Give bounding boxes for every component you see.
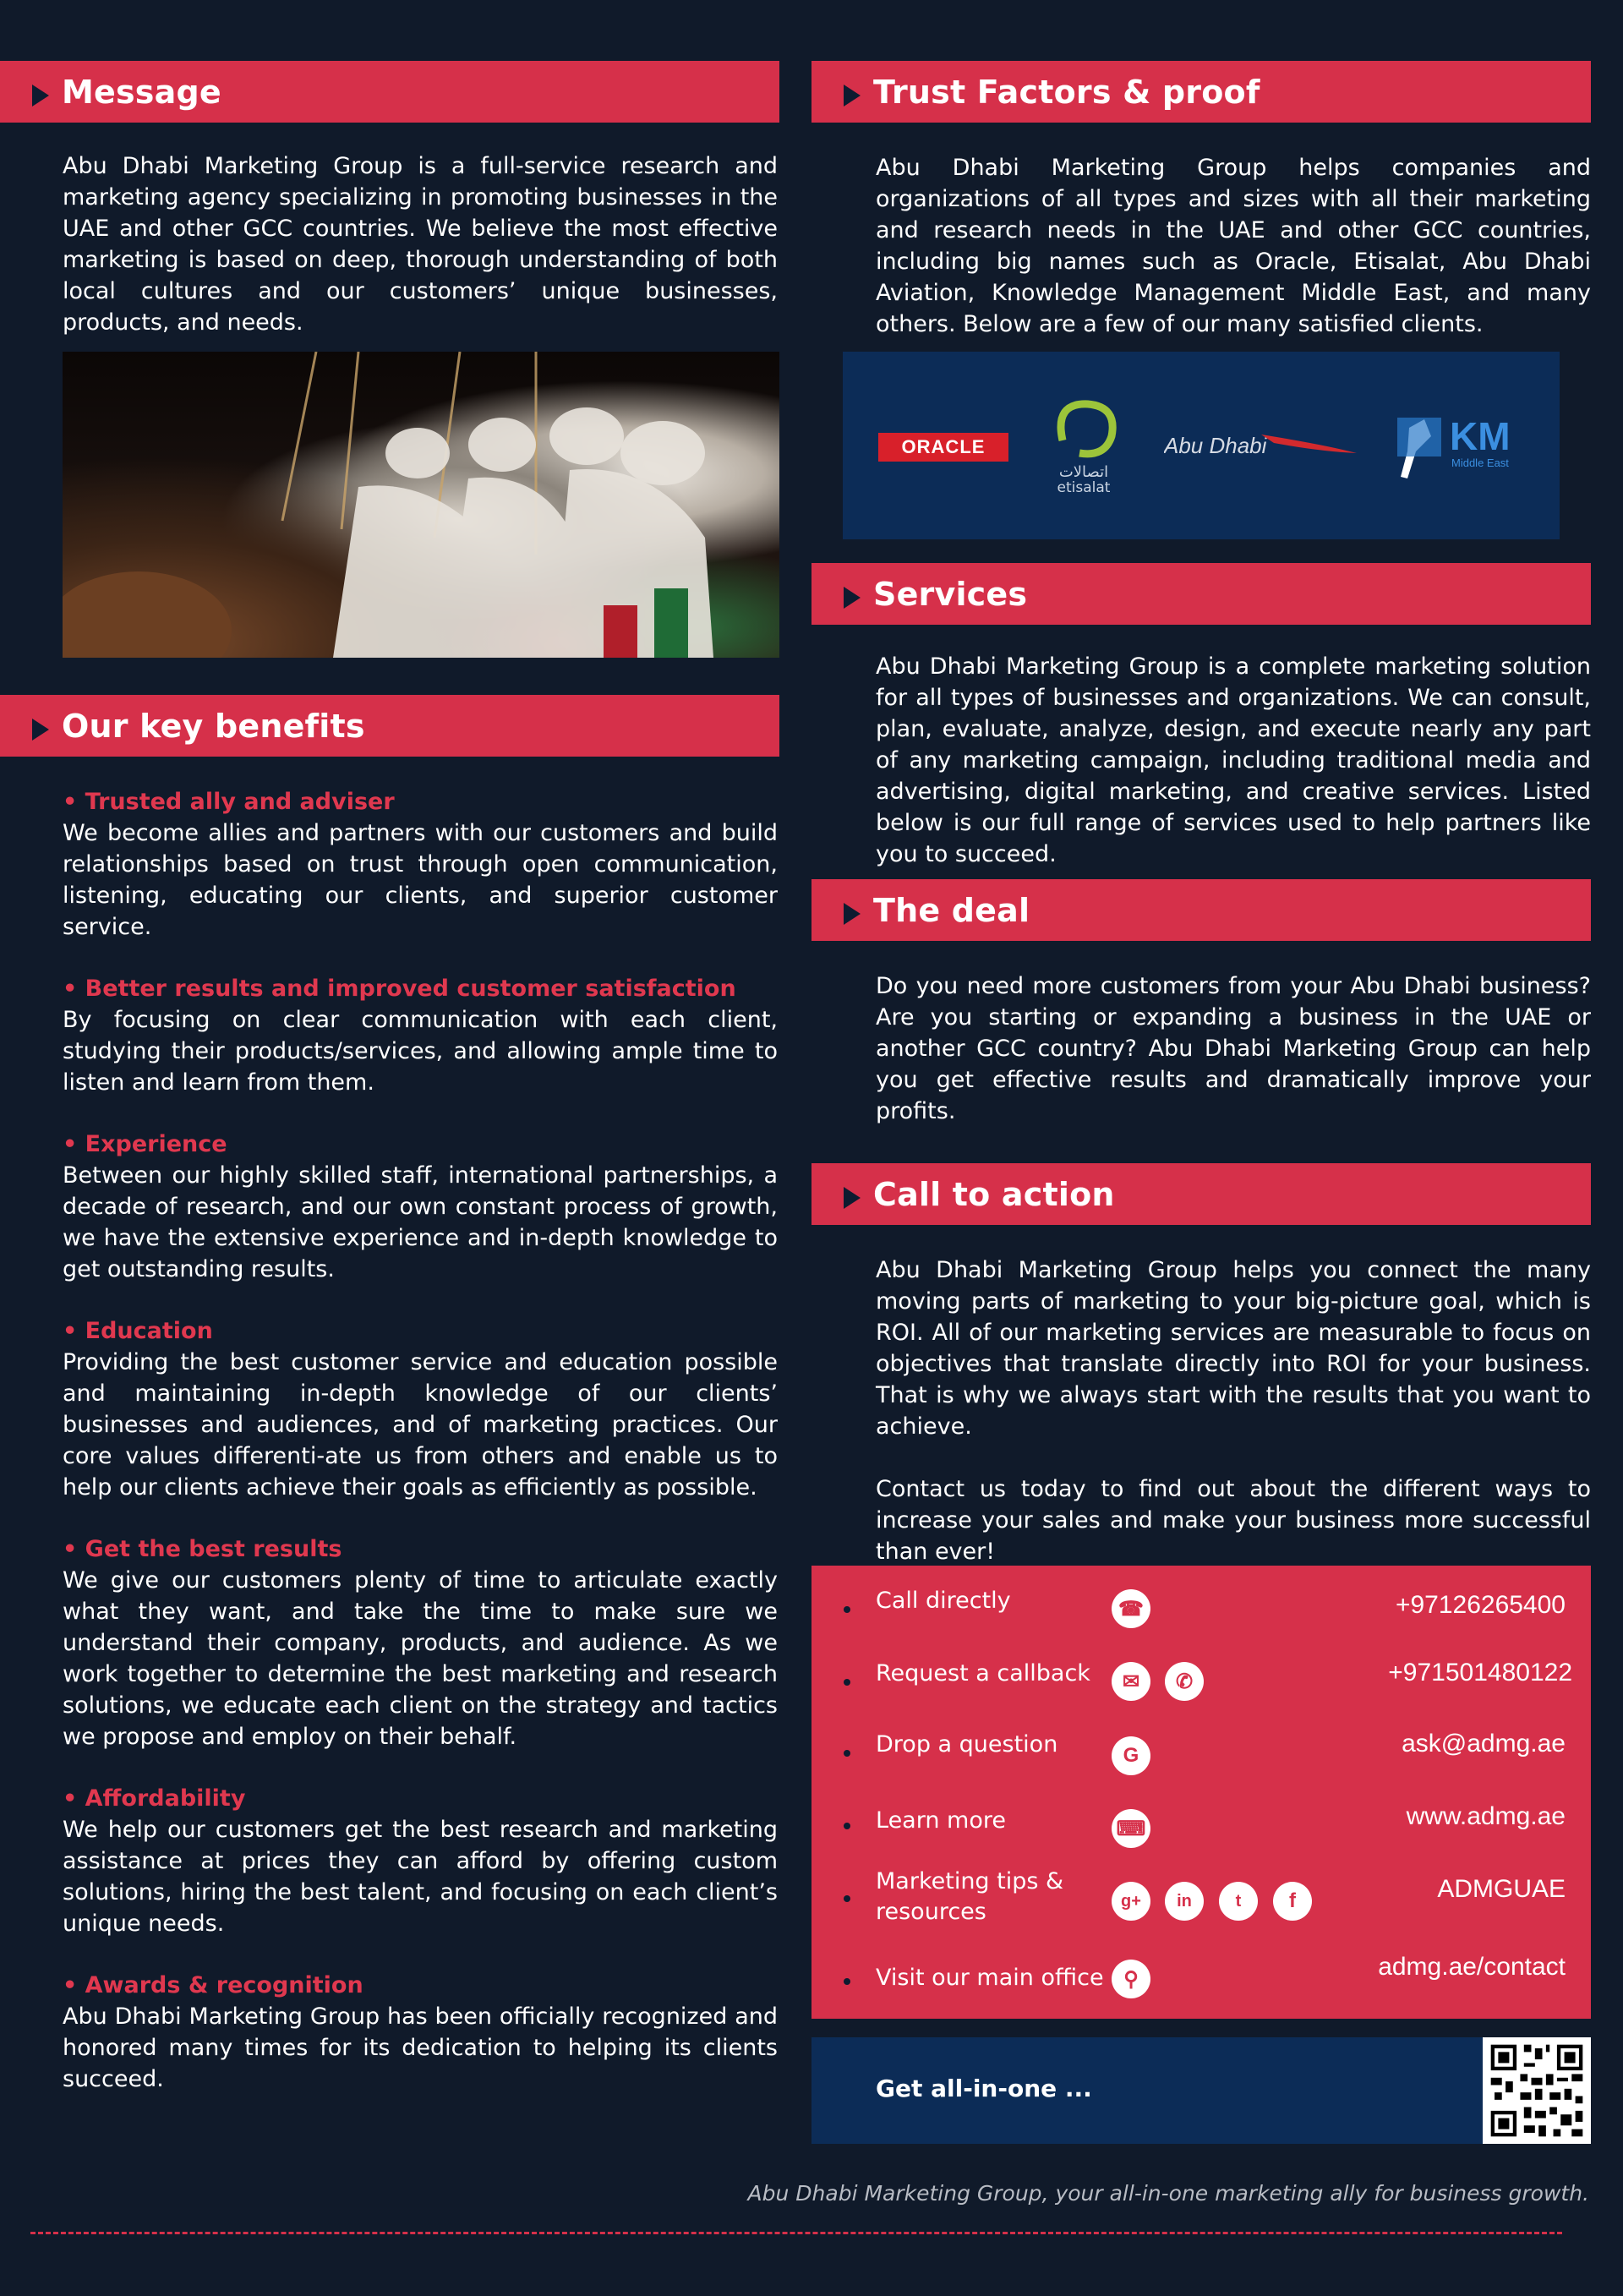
facebook-icon[interactable]: f [1273, 1882, 1312, 1921]
benefit-heading: • Trusted ally and adviser [63, 789, 395, 815]
qr-code[interactable] [1483, 2037, 1591, 2144]
bullet-dot [844, 1679, 850, 1686]
location-icon[interactable]: ⚲ [1112, 1960, 1150, 1998]
benefit-text: We become allies and partners with our customers and build relationships based on trust through open communication, listening, educating our clients, and superior customer service. [63, 820, 778, 940]
trust-body: Abu Dhabi Marketing Group helps companies and organizations of all types and sizes with all their marketing and research needs in the UAE and other GCC countries, including big names such as Oracle, Etisalat, Abu Dhabi Aviation, Knowledge Management Middle East, and many others. Below are a few of our many satisfied clients. [876, 155, 1591, 337]
phone-icon[interactable]: ☎ [1112, 1589, 1150, 1628]
section-title: Services [873, 575, 1028, 613]
benefit-text: By focusing on clear communication with each client, studying their products/services, and allowing ample time to listen and learn from them. [63, 1007, 778, 1096]
trust-header [812, 61, 1591, 123]
cta-header [812, 1163, 1591, 1225]
contact-row-social[interactable] [812, 1867, 1591, 1934]
services-header [812, 563, 1591, 625]
benefit-item [63, 1315, 778, 1503]
client-logos [843, 352, 1560, 539]
contact-label: Request a callback [876, 1660, 1090, 1686]
benefit-heading: • Affordability [63, 1785, 246, 1812]
etisalat-logo [1046, 394, 1122, 495]
message-body: Abu Dhabi Marketing Group is a full-service research and marketing agency specializing in promoting businesses in the UAE and other GCC countries. We believe the most effective marketing is based on deep, thorough understanding of both local cultures and our customers’ unique businesses, products, and needs. [63, 153, 778, 336]
email-icon[interactable]: ✉ [1112, 1662, 1150, 1701]
benefit-heading: • Education [63, 1318, 213, 1344]
section-title: Message [62, 73, 221, 111]
benefit-item [63, 1970, 778, 2095]
section-title: Our key benefits [62, 707, 365, 745]
bullet-dot [844, 1823, 850, 1829]
contact-value[interactable]: admg.ae/contact [1378, 1953, 1566, 1981]
triangle-bullet-icon [844, 85, 861, 107]
emirati-dancers-photo [63, 352, 779, 658]
benefits-header [0, 695, 779, 757]
benefit-item [63, 973, 778, 1098]
contact-label: Drop a question [876, 1731, 1058, 1758]
contact-value[interactable]: ADMGUAE [1437, 1875, 1566, 1903]
benefit-heading: • Awards & recognition [63, 1972, 363, 1998]
bullet-dot [844, 1606, 850, 1613]
benefit-text: Providing the best customer service and education possible and maintaining in-depth knowledge of our clients’ businesses and audiences, and of marketing practices. Our core values differenti-ate us from others and enable us to help our clients achieve their goals as efficiently as possible. [63, 1349, 778, 1501]
benefit-text: Abu Dhabi Marketing Group has been officially recognized and honored many times for its dedication to helping its clients succeed. [63, 2004, 778, 2092]
benefit-heading: • Get the best results [63, 1536, 342, 1562]
google-plus-icon[interactable]: g+ [1112, 1882, 1150, 1921]
contact-value[interactable]: www.admg.ae [1406, 1802, 1566, 1830]
contact-value[interactable]: +971501480122 [1388, 1659, 1572, 1686]
contact-value[interactable]: ask@admg.ae [1402, 1730, 1566, 1758]
dashed-divider [30, 2232, 1562, 2234]
benefit-text: We help our customers get the best research and marketing assistance at prices they can afford by offering custom solutions, hiring the best talent, and focusing on each client’s unique needs. [63, 1817, 778, 1937]
contact-value[interactable]: +97126265400 [1395, 1591, 1566, 1619]
all-in-one-text: Get all-in-one ... [876, 2075, 1092, 2102]
twitter-icon[interactable]: t [1219, 1882, 1258, 1921]
linkedin-icon[interactable]: in [1165, 1882, 1204, 1921]
triangle-bullet-icon [32, 719, 49, 741]
section-title: The deal [873, 891, 1030, 929]
contact-row-callback[interactable] [812, 1659, 1591, 1709]
benefit-heading: • Better results and improved customer satisfaction [63, 976, 736, 1002]
contact-row-question[interactable] [812, 1730, 1591, 1780]
deal-header [812, 879, 1591, 941]
abu-dhabi-text: Abu Dhabi [1164, 433, 1267, 458]
contact-row-call[interactable] [812, 1586, 1591, 1637]
km-middle-east-logo [1391, 411, 1534, 487]
whatsapp-icon[interactable]: ✆ [1165, 1662, 1204, 1701]
contact-label: Learn more [876, 1807, 1006, 1834]
all-in-one-banner [812, 2037, 1591, 2144]
bullet-dot [844, 1750, 850, 1757]
km-subtext: Middle East [1451, 456, 1509, 469]
contact-row-office[interactable] [812, 1953, 1591, 2004]
triangle-bullet-icon [844, 903, 861, 925]
benefits-list [63, 786, 778, 2125]
benefit-item [63, 1533, 778, 1752]
benefit-text: Between our highly skilled staff, international partnerships, a decade of research, and our own constant process of growth, we have the extensive experience and in-depth knowledge to get outstanding results. [63, 1162, 778, 1282]
km-text: KM [1450, 414, 1511, 458]
benefit-item [63, 786, 778, 943]
bullet-dot [844, 1978, 850, 1985]
triangle-bullet-icon [844, 587, 861, 609]
triangle-bullet-icon [844, 1187, 861, 1209]
photo-illustration [63, 352, 779, 658]
contact-label: Call directly [876, 1588, 1011, 1614]
message-header [0, 61, 779, 123]
deal-body: Do you need more customers from your Abu Dhabi business? Are you starting or expanding a business in the UAE or another GCC country? Abu Dhabi Marketing Group can help you get effective results and dramatically improve your profits. [876, 973, 1591, 1124]
contact-row-learn[interactable] [812, 1802, 1591, 1853]
benefit-item [63, 1783, 778, 1939]
section-title: Call to action [873, 1175, 1115, 1213]
benefit-text: We give our customers plenty of time to articulate exactly what they want, and take the time to make sure we understand their company, products, and audience. As we work together to determine the best marketing and research solutions, we educate each client on the strategy and tactics we propose and employ on their behalf. [63, 1567, 778, 1750]
contact-label: Marketing tips & resources [876, 1868, 1064, 1925]
contact-label: Visit our main office [876, 1965, 1104, 1991]
tagline: Abu Dhabi Marketing Group, your all-in-one marketing ally for business growth. [747, 2181, 1589, 2206]
abu-dhabi-aviation-logo [1164, 419, 1358, 470]
services-body: Abu Dhabi Marketing Group is a complete marketing solution for all types of businesses and organizations. We can consult, plan, evaluate, analyze, design, and execute nearly any part of any marketing campaign, including traditional media and advertising, digital marketing, and creative services. Listed below is our full range of services used to help partners like you to succeed. [876, 653, 1591, 867]
triangle-bullet-icon [32, 85, 49, 107]
web-icon[interactable]: ⌨ [1112, 1809, 1150, 1848]
cta-body: Abu Dhabi Marketing Group helps you connect the many moving parts of marketing to your big-picture goal, which is ROI. All of our marketing services are measurable to focus on objectives that translate directly into ROI for your business. That is why we always start with the results that you want to achieve. Contact us today to find out about the different ways to increase your sales and make your business more successful than ever! [876, 1257, 1591, 1565]
bullet-dot [844, 1895, 850, 1902]
etisalat-name: etisalat [1057, 479, 1111, 495]
google-icon[interactable]: G [1112, 1736, 1150, 1775]
etisalat-arabic: اتصالات [1058, 463, 1109, 481]
section-title: Trust Factors & proof [873, 73, 1260, 111]
oracle-logo: ORACLE [878, 433, 1008, 462]
benefit-item [63, 1129, 778, 1285]
qr-code-icon [1483, 2037, 1591, 2144]
contact-panel [812, 1566, 1591, 2019]
benefit-heading: • Experience [63, 1131, 227, 1157]
